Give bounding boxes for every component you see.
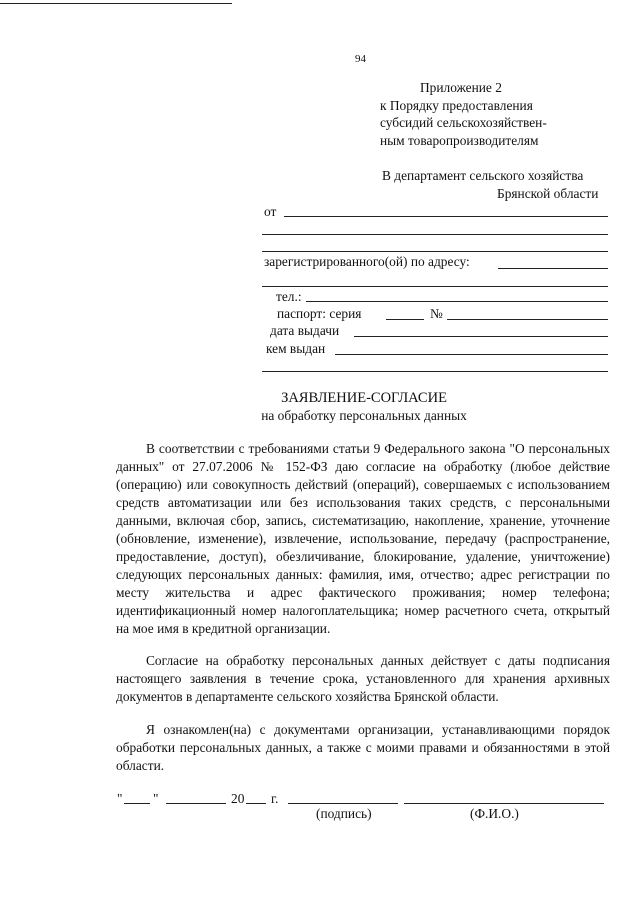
issued-by-field-line-2[interactable]	[262, 371, 608, 372]
registered-address-field-line-2[interactable]	[262, 286, 608, 287]
registered-address-field[interactable]	[498, 268, 608, 269]
appendix-line-4: ным товаропроизводителям	[380, 133, 539, 148]
year-prefix: 20	[231, 791, 245, 806]
day-field[interactable]	[124, 803, 150, 804]
recipient-line-1: В департамент сельского хозяйства	[382, 168, 584, 183]
from-field-line-2[interactable]	[262, 234, 608, 235]
document-title: ЗАЯВЛЕНИЕ-СОГЛАСИЕ	[281, 390, 447, 406]
issue-date-field[interactable]	[354, 336, 608, 337]
passport-series-label: паспорт: серия	[277, 306, 362, 321]
appendix-line-3: субсидий сельскохозяйствен-	[380, 115, 547, 130]
passport-number-label: №	[430, 306, 443, 321]
fio-field[interactable]	[404, 803, 604, 804]
passport-number-field[interactable]	[447, 319, 608, 320]
phone-field[interactable]	[306, 301, 608, 302]
from-field[interactable]	[284, 216, 608, 217]
appendix-title: Приложение 2	[420, 80, 502, 95]
year-suffix: г.	[271, 791, 279, 806]
issued-by-label: кем выдан	[266, 341, 326, 356]
recipient-line-2: Брянской области	[497, 186, 599, 201]
from-label: от	[264, 204, 277, 219]
issue-date-label: дата выдачи	[270, 323, 340, 338]
signature-caption: (подпись)	[316, 806, 372, 821]
month-field[interactable]	[166, 803, 226, 804]
phone-label: тел.:	[276, 289, 302, 304]
signature-field[interactable]	[288, 803, 398, 804]
appendix-line-2: к Порядку предоставления	[380, 98, 533, 113]
body-paragraph-2: Согласие на обработку персональных данных действует с даты подписания настоящего заявления в течение срока, установленного для хранения архивных документов в департаменте сельского хозяйства Брянской области.	[116, 653, 610, 704]
passport-series-field[interactable]	[386, 319, 424, 320]
body-paragraph-3: Я ознакомлен(на) с документами организации, устанавливающими порядок обработки персональных данных, а также с моими правами и обязанностями в этой области.	[116, 722, 610, 773]
issued-by-field[interactable]	[335, 354, 608, 355]
top-margin-line	[0, 3, 232, 4]
date-quote-open: "	[117, 791, 123, 806]
fio-caption: (Ф.И.О.)	[470, 806, 519, 821]
body-paragraph-1: В соответствии с требованиями статьи 9 Федерального закона "О персональных данных" от 27.07.2006 № 152-ФЗ даю согласие на обработку (любое действие (операцию) или совокупность действий (операций), совершаемых с использованием средств автоматизации или без использования таких средств, с персональными данными, включая сбор, запись, систематизацию, накопление, хранение, уточнение (обновление, изменение), извлечение, использование, передачу (распространение, предоставление, доступ), обезличивание, блокирование, удаление, уничтожение) следующих персональных данных: фамилия, имя, отчество; адрес регистрации по месту жительства и адрес фактического проживания; номер телефона; идентификационный номер налогоплательщика; номер расчетного счета, открытый на мое имя в кредитной организации.	[116, 441, 610, 636]
date-quote-close: "	[153, 791, 159, 806]
from-field-line-3[interactable]	[262, 251, 608, 252]
year-field[interactable]	[246, 803, 266, 804]
registered-address-label: зарегистрированного(ой) по адресу:	[264, 254, 470, 269]
page-number: 94	[355, 53, 366, 65]
document-subtitle: на обработку персональных данных	[261, 408, 467, 423]
